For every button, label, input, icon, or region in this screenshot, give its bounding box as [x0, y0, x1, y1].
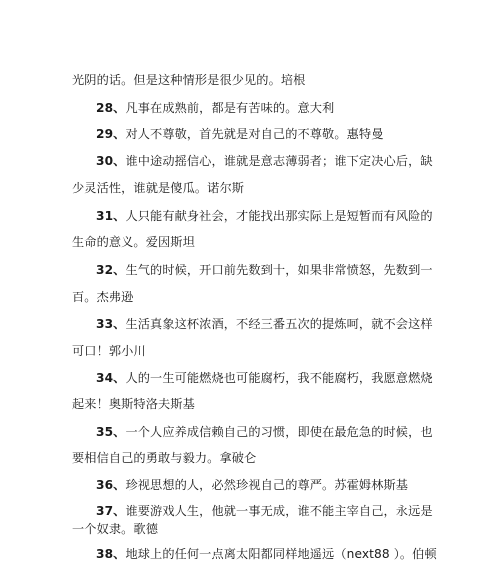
- quote-number: 36、: [96, 478, 126, 492]
- quote-28: [96, 100, 334, 116]
- quote-text: 对人不尊敬，首先就是对自己的不尊敬。惠特曼: [125, 127, 384, 141]
- quote-35-line-2: [72, 450, 256, 466]
- quote-text: 一个奴隶。歌德: [72, 522, 159, 536]
- quote-35: [96, 424, 433, 440]
- quote-29: [96, 126, 384, 142]
- quote-text: 生活真象这杯浓酒，不经三番五次的提炼呵，就不会这样: [125, 317, 433, 331]
- quote-number: 31、: [96, 209, 126, 223]
- quote-27-tail: [72, 72, 305, 88]
- quote-number: 29、: [96, 127, 126, 141]
- quote-33-line-2: [72, 343, 146, 359]
- quote-number: 34、: [96, 371, 126, 385]
- quote-number: 38、: [96, 547, 126, 561]
- quote-text: 谁中途动摇信心，谁就是意志薄弱者；谁下定决心后，缺: [125, 154, 433, 168]
- quote-number: 35、: [96, 425, 126, 439]
- quote-text: 可口！郭小川: [72, 344, 146, 358]
- quote-30-line-2: [72, 180, 244, 196]
- quote-text: 人只能有献身社会，才能找出那实际上是短暂而有风险的: [125, 209, 433, 223]
- quote-37-line-2: [72, 521, 158, 537]
- quote-34: [96, 370, 433, 386]
- quote-text: 少灵活性，谁就是傻瓜。诺尔斯: [72, 181, 245, 195]
- quote-text: 珍视思想的人，必然珍视自己的尊严。苏霍姆林斯基: [125, 478, 409, 492]
- quote-text: 凡事在成熟前，都是有苦味的。意大利: [125, 101, 335, 115]
- quote-text: 光阴的话。但是这种情形是很少见的。培根: [72, 73, 306, 87]
- quote-36: [96, 477, 408, 493]
- quote-30: [96, 153, 433, 169]
- quote-text: 谁要游戏人生，他就一事无成，谁不能主宰自己，永远是: [125, 504, 433, 518]
- quote-number: 32、: [96, 263, 126, 277]
- quote-33: [96, 316, 433, 332]
- quote-number: 28、: [96, 101, 126, 115]
- quote-37: [96, 503, 433, 519]
- quote-text: 地球上的任何一点离太阳都同样地遥远（next88 ）。伯顿: [125, 547, 437, 561]
- quote-32: [96, 262, 433, 278]
- quote-34-line-2: [72, 396, 195, 412]
- quote-38: [96, 546, 437, 562]
- quote-text: 一个人应养成信赖自己的习惯，即使在最危急的时候，也: [125, 425, 433, 439]
- quote-32-line-2: [72, 289, 133, 305]
- quote-text: 生命的意义。爱因斯坦: [72, 235, 195, 249]
- quote-31-line-2: [72, 234, 195, 250]
- quote-number: 33、: [96, 317, 126, 331]
- quote-text: 起来！奥斯特洛夫斯基: [72, 397, 195, 411]
- quote-text: 生气的时候，开口前先数到十，如果非常愤怒，先数到一: [125, 263, 433, 277]
- quote-number: 37、: [96, 504, 126, 518]
- quote-31: [96, 208, 433, 224]
- quote-text: 要相信自己的勇敢与毅力。拿破仑: [72, 451, 257, 465]
- quote-text: 百。杰弗逊: [72, 290, 134, 304]
- quote-text: 人的一生可能燃烧也可能腐朽，我不能腐朽，我愿意燃烧: [125, 371, 433, 385]
- quote-number: 30、: [96, 154, 126, 168]
